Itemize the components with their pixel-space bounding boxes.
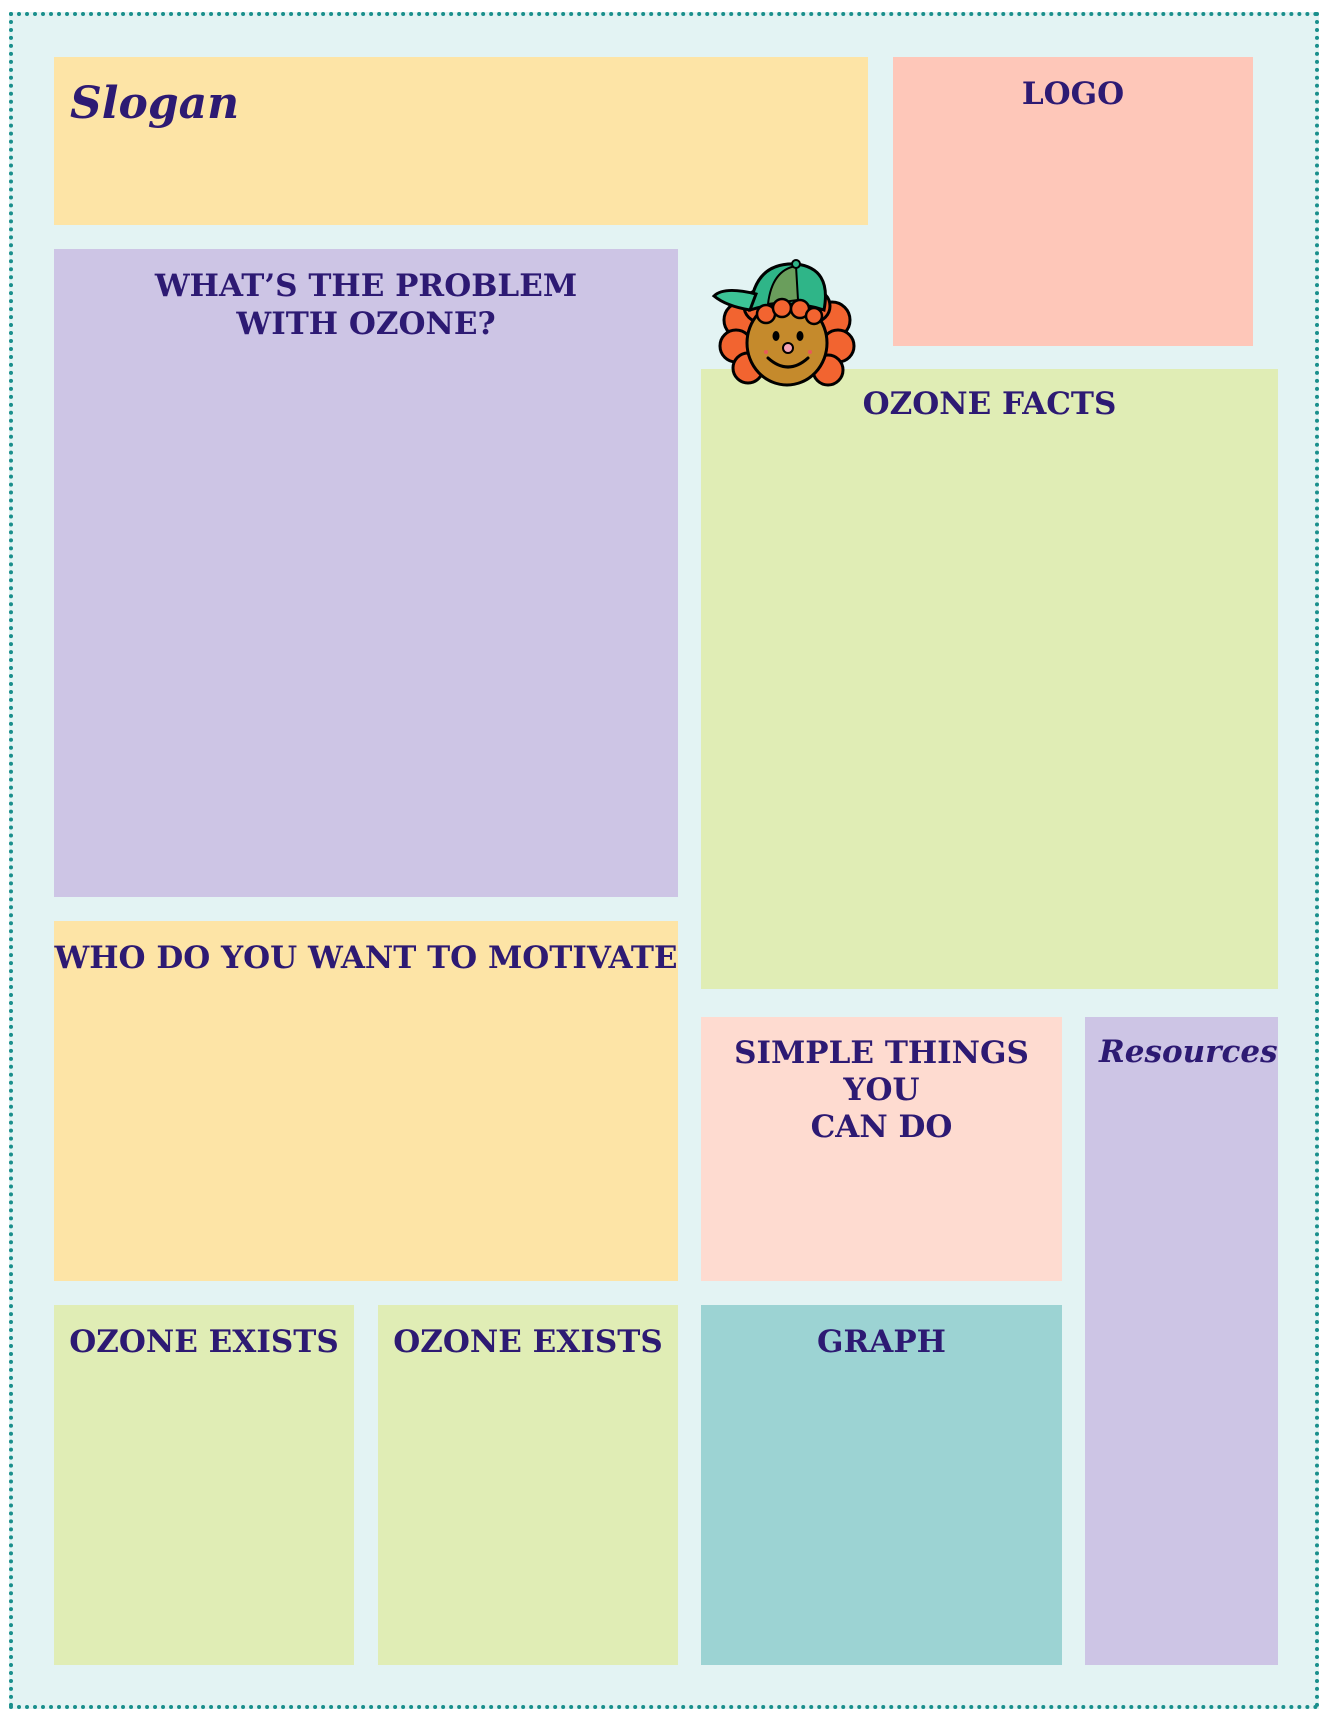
resources-box [1085, 1017, 1278, 1665]
ozone-exists-box-right [378, 1305, 678, 1665]
cartoon-girl-cap-icon [710, 248, 860, 393]
graph-heading: GRAPH [817, 1324, 946, 1360]
ozone-facts-heading: OZONE FACTS [862, 386, 1117, 422]
problem-box [54, 249, 678, 897]
slogan-label: Slogan [70, 78, 240, 129]
ozone-exists-heading-right: OZONE EXISTS [393, 1324, 663, 1360]
logo-label: LOGO [1021, 76, 1125, 112]
logo-box [893, 57, 1253, 346]
simple-things-box [701, 1017, 1062, 1281]
ozone-exists-box-left [54, 1305, 354, 1665]
ozone-exists-heading-left: OZONE EXISTS [69, 1324, 339, 1360]
ozone-facts-box [701, 369, 1278, 989]
slogan-box [54, 57, 868, 225]
motivate-box [54, 921, 678, 1281]
resources-heading: Resources [1099, 1034, 1278, 1070]
problem-heading: WHAT’S THE PROBLEM WITH OZONE? [154, 268, 578, 342]
simple-things-heading: SIMPLE THINGS YOU CAN DO [734, 1035, 1029, 1145]
graph-box [701, 1305, 1062, 1665]
motivate-heading: WHO DO YOU WANT TO MOTIVATE [54, 940, 678, 976]
